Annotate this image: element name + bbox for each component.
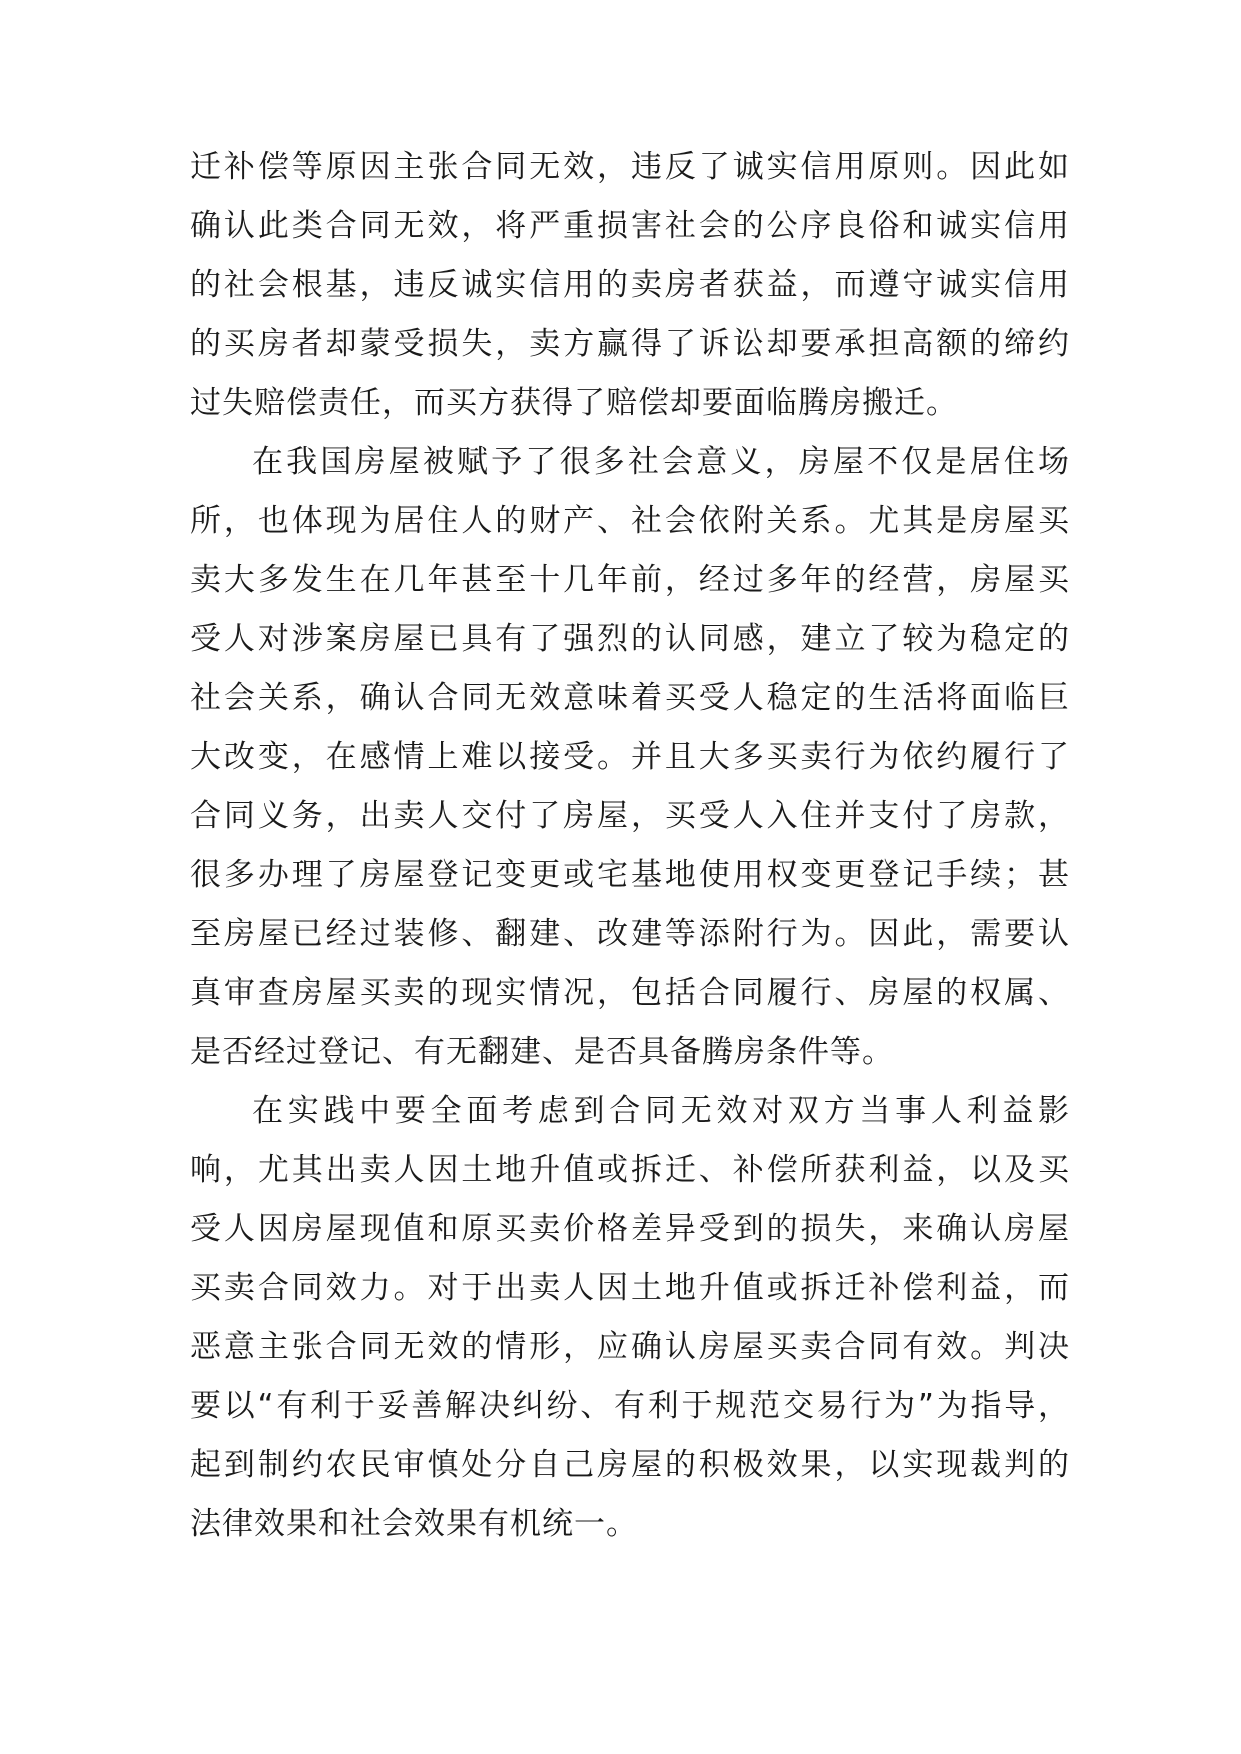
text-line: 响，尤其出卖人因土地升值或拆迁、补偿所获利益，以及买 <box>190 1152 1070 1188</box>
text-line: 法律效果和社会效果有机统一。 <box>190 1506 638 1542</box>
text-line: 的社会根基，违反诚实信用的卖房者获益，而遵守诚实信用 <box>190 267 1070 303</box>
text-line: 迁补偿等原因主张合同无效，违反了诚实信用原则。因此如 <box>190 149 1070 185</box>
text-line: 起到制约农民审慎处分自己房屋的积极效果，以实现裁判的 <box>190 1447 1070 1483</box>
text-line: 卖大多发生在几年甚至十几年前，经过多年的经营，房屋买 <box>190 562 1070 598</box>
text-line: 买卖合同效力。对于出卖人因土地升值或拆迁补偿利益，而 <box>190 1270 1070 1306</box>
text-line: 所，也体现为居住人的财产、社会依附关系。尤其是房屋买 <box>190 503 1070 539</box>
text-line: 社会关系，确认合同无效意味着买受人稳定的生活将面临巨 <box>190 680 1070 716</box>
text-line: 很多办理了房屋登记变更或宅基地使用权变更登记手续；甚 <box>190 857 1070 893</box>
text-line: 在我国房屋被赋予了很多社会意义，房屋不仅是居住场 <box>252 444 1070 480</box>
text-line: 受人对涉案房屋已具有了强烈的认同感，建立了较为稳定的 <box>190 621 1070 657</box>
text-line: 是否经过登记、有无翻建、是否具备腾房条件等。 <box>190 1034 894 1070</box>
text-line: 要以“有利于妥善解决纠纷、有利于规范交易行为”为指导， <box>190 1388 1070 1424</box>
document-body <box>190 138 1070 1554</box>
text-line: 合同义务，出卖人交付了房屋，买受人入住并支付了房款， <box>190 798 1070 834</box>
text-line: 确认此类合同无效，将严重损害社会的公序良俗和诚实信用 <box>190 208 1070 244</box>
text-line: 至房屋已经过装修、翻建、改建等添附行为。因此，需要认 <box>190 916 1070 952</box>
text-line: 受人因房屋现值和原买卖价格差异受到的损失，来确认房屋 <box>190 1211 1070 1247</box>
text-line: 大改变，在感情上难以接受。并且大多买卖行为依约履行了 <box>190 739 1070 775</box>
text-line: 过失赔偿责任，而买方获得了赔偿却要面临腾房搬迁。 <box>190 385 958 421</box>
text-line: 的买房者却蒙受损失，卖方赢得了诉讼却要承担高额的缔约 <box>190 326 1070 362</box>
text-line: 恶意主张合同无效的情形，应确认房屋买卖合同有效。判决 <box>190 1329 1070 1365</box>
text-line: 真审查房屋买卖的现实情况，包括合同履行、房屋的权属、 <box>190 975 1070 1011</box>
text-line: 在实践中要全面考虑到合同无效对双方当事人利益影 <box>252 1093 1070 1129</box>
